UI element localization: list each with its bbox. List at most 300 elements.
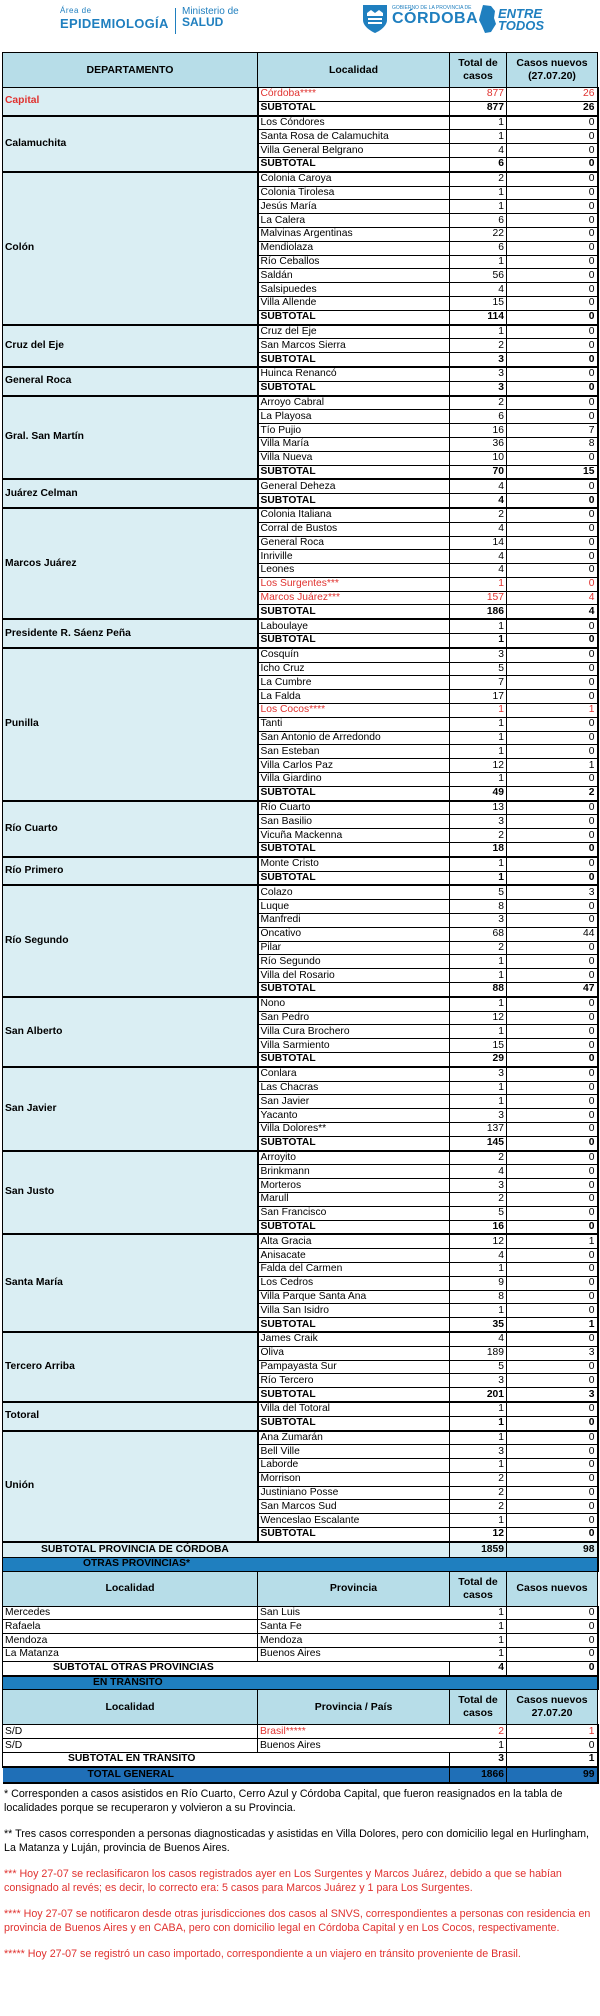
localidad-cell: Tanti <box>258 717 450 731</box>
new-cell: 0 <box>507 1360 598 1374</box>
total-cell: 5 <box>450 662 507 676</box>
total-cell: 8 <box>450 1290 507 1304</box>
new-cell: 0 <box>507 829 598 843</box>
total-cell: 16 <box>450 1220 507 1234</box>
departamento-cell: Calamuchita <box>3 116 258 172</box>
total-cell: 12 <box>450 1528 507 1542</box>
total-cell: 1 <box>450 1431 507 1445</box>
total-cell: 1 <box>450 745 507 759</box>
new-cell: 1 <box>507 1725 598 1739</box>
total-cell: 4 <box>450 479 507 493</box>
total-cell: 1 <box>450 997 507 1011</box>
new-cell: 8 <box>507 437 598 451</box>
total-cell: 3 <box>450 1445 507 1459</box>
departamento-cell: Santa María <box>3 1234 258 1332</box>
transito-body <box>3 1725 598 1753</box>
otras-subtotal-new: 0 <box>507 1661 598 1675</box>
total-cell: 7 <box>450 676 507 690</box>
new-cell: 0 <box>507 1095 598 1109</box>
transito-subtotal-label: SUBTOTAL EN TRÁNSITO <box>3 1753 450 1767</box>
localidad-cell: Villa Allende <box>258 296 450 310</box>
footnote: ** Tres casos corresponden a personas diagnosticadas y asistidas en Villa Dolores, pero con domicilio legal en Hurlingham, La Matanza y Luján, provincia de Buenos Aires. <box>4 1827 589 1854</box>
total-cell: 1 <box>450 1416 507 1430</box>
total-general-total: 1866 <box>450 1767 507 1783</box>
localidad-cell: Mercedes <box>3 1606 258 1620</box>
new-cell: 0 <box>507 676 598 690</box>
departamento-cell: Colón <box>3 172 258 325</box>
localidad-cell: Nono <box>258 997 450 1011</box>
new-cell: 0 <box>507 1739 598 1753</box>
total-cell: 1 <box>450 634 507 648</box>
total-cell: 5 <box>450 885 507 899</box>
new-cell: 0 <box>507 130 598 144</box>
total-cell: 2 <box>450 508 507 522</box>
new-cell: 0 <box>507 857 598 871</box>
epidemiologia-logo <box>60 6 239 31</box>
ministry-name: SALUD <box>182 15 224 29</box>
new-cell: 0 <box>507 1648 598 1662</box>
localidad-cell: San Javier <box>258 1095 450 1109</box>
localidad-cell: Oncativo <box>258 927 450 941</box>
new-cell: 47 <box>507 983 598 997</box>
total-cell: 2 <box>450 1500 507 1514</box>
total-cell: 3 <box>450 367 507 381</box>
otras-subtotal-label: SUBTOTAL OTRAS PROVINCIAS <box>3 1661 450 1675</box>
total-cell: 56 <box>450 269 507 283</box>
footnotes <box>4 1787 596 1961</box>
localidad-cell: Rafaela <box>3 1620 258 1634</box>
new-cell: 0 <box>507 969 598 983</box>
new-cell: 0 <box>507 451 598 465</box>
otras-header <box>3 1571 598 1606</box>
entre-todos-logo <box>498 8 544 32</box>
localidad-cell: SUBTOTAL <box>258 157 450 171</box>
total-cell: 22 <box>450 227 507 241</box>
table-row <box>3 396 598 410</box>
transito-title: EN TRÁNSITO <box>3 1676 598 1690</box>
new-cell: 0 <box>507 717 598 731</box>
new-cell: 0 <box>507 241 598 255</box>
localidad-cell: SUBTOTAL <box>258 1388 450 1402</box>
new-cell: 0 <box>507 479 598 493</box>
new-cell: 0 <box>507 200 598 214</box>
localidad-cell: Villa Cura Brochero <box>258 1025 450 1039</box>
total-cell: 13 <box>450 801 507 815</box>
new-cell: 0 <box>507 1249 598 1263</box>
total-cell: 4 <box>450 494 507 508</box>
total-cell: 1 <box>450 116 507 130</box>
localidad-cell: SUBTOTAL <box>258 1052 450 1066</box>
total-cell: 1 <box>450 1095 507 1109</box>
departamento-cell: General Roca <box>3 367 258 396</box>
otras-subtotal-row <box>3 1661 598 1675</box>
localidad-cell: Pampayasta Sur <box>258 1360 450 1374</box>
total-general-label: TOTAL GENERAL <box>3 1767 450 1783</box>
total-cell: 1 <box>450 704 507 718</box>
new-cell: 0 <box>507 731 598 745</box>
localidad-cell: Marull <box>258 1192 450 1206</box>
table-row <box>3 172 598 186</box>
total-cell: 1 <box>450 1606 507 1620</box>
total-cell: 3 <box>450 1067 507 1081</box>
total-cell: 1 <box>450 1514 507 1528</box>
table-row <box>3 1648 598 1662</box>
total-cell: 4 <box>450 522 507 536</box>
new-cell: 0 <box>507 564 598 578</box>
total-cell: 2 <box>450 1151 507 1165</box>
table-row <box>3 1431 598 1445</box>
total-cell: 1 <box>450 857 507 871</box>
localidad-cell: SUBTOTAL <box>258 1220 450 1234</box>
localidad-cell: SUBTOTAL <box>258 843 450 857</box>
new-cell: 3 <box>507 885 598 899</box>
total-cell: 1 <box>450 1634 507 1648</box>
provincia-cell: San Luis <box>258 1606 450 1620</box>
localidad-cell: La Falda <box>258 690 450 704</box>
new-cell: 0 <box>507 690 598 704</box>
localidad-cell: San Francisco <box>258 1206 450 1220</box>
total-cell: 3 <box>450 1109 507 1123</box>
new-cell: 0 <box>507 1431 598 1445</box>
otras-col-total: Total de casos <box>450 1571 507 1606</box>
departamento-cell: San Javier <box>3 1067 258 1151</box>
total-cell: 2 <box>450 396 507 410</box>
localidad-cell: SUBTOTAL <box>258 465 450 479</box>
new-cell: 7 <box>507 424 598 438</box>
provincia-cell: Buenos Aires <box>258 1739 450 1753</box>
total-general-new: 99 <box>507 1767 598 1783</box>
total-cell: 15 <box>450 296 507 310</box>
total-cell: 36 <box>450 437 507 451</box>
col-localidad: Localidad <box>258 53 450 88</box>
total-cell: 4 <box>450 144 507 158</box>
localidad-cell: Río Segundo <box>258 955 450 969</box>
localidad-cell: Cosquín <box>258 648 450 662</box>
new-cell: 0 <box>507 227 598 241</box>
total-cell: 29 <box>450 1052 507 1066</box>
total-cell: 1 <box>450 731 507 745</box>
localidad-cell: Villa Giardino <box>258 773 450 787</box>
localidad-cell: Justiniano Posse <box>258 1486 450 1500</box>
localidad-cell: Huinca Renancó <box>258 367 450 381</box>
localidad-cell: Río Tercero <box>258 1374 450 1388</box>
table-row <box>3 885 598 899</box>
shield-icon <box>362 4 388 34</box>
provincia-cell: Mendoza <box>258 1634 450 1648</box>
localidad-cell: SUBTOTAL <box>258 605 450 619</box>
new-cell: 0 <box>507 116 598 130</box>
total-cell: 189 <box>450 1346 507 1360</box>
departamento-cell: Cruz del Eje <box>3 325 258 367</box>
localidad-cell: Morteros <box>258 1179 450 1193</box>
table-row <box>3 619 598 633</box>
new-cell: 0 <box>507 1206 598 1220</box>
new-cell: 0 <box>507 214 598 228</box>
new-cell: 0 <box>507 900 598 914</box>
table-row <box>3 1620 598 1634</box>
localidad-cell: Leones <box>258 564 450 578</box>
new-cell: 0 <box>507 619 598 633</box>
localidad-cell: Villa Dolores** <box>258 1122 450 1136</box>
transito-col-total: Total de casos <box>450 1690 507 1725</box>
slogan-bottom: TODOS <box>498 18 544 33</box>
new-cell: 0 <box>507 914 598 928</box>
total-cell: 1 <box>450 955 507 969</box>
new-cell: 0 <box>507 144 598 158</box>
new-cell: 0 <box>507 410 598 424</box>
new-cell: 0 <box>507 1220 598 1234</box>
otras-col-nuevos: Casos nuevos <box>507 1571 598 1606</box>
total-cell: 114 <box>450 310 507 324</box>
localidad-cell: Villa del Totoral <box>258 1402 450 1416</box>
total-cell: 1 <box>450 186 507 200</box>
new-cell: 0 <box>507 1528 598 1542</box>
area-name: EPIDEMIOLOGÍA <box>60 16 169 31</box>
localidad-cell: SUBTOTAL <box>258 310 450 324</box>
area-top: Área de <box>60 6 92 15</box>
new-cell: 0 <box>507 773 598 787</box>
localidad-cell: Los Cedros <box>258 1276 450 1290</box>
total-cell: 12 <box>450 1011 507 1025</box>
localidad-cell: SUBTOTAL <box>258 634 450 648</box>
total-cell: 1 <box>450 969 507 983</box>
total-cell: 3 <box>450 1179 507 1193</box>
transito-header <box>3 1690 598 1725</box>
localidad-cell: Colonia Tirolesa <box>258 186 450 200</box>
col-total: Total de casos <box>450 53 507 88</box>
total-cell: 1 <box>450 773 507 787</box>
localidad-cell: San Esteban <box>258 745 450 759</box>
localidad-cell: Morrison <box>258 1472 450 1486</box>
gobierno-name: CÓRDOBA <box>392 10 479 27</box>
total-cell: 1 <box>450 1262 507 1276</box>
localidad-cell: Inriville <box>258 550 450 564</box>
localidad-cell: Villa San Isidro <box>258 1304 450 1318</box>
otras-section-title <box>3 1557 598 1571</box>
new-cell: 0 <box>507 269 598 283</box>
total-cell: 1 <box>450 1620 507 1634</box>
localidad-cell: San Basilio <box>258 815 450 829</box>
localidad-cell: Malvinas Argentinas <box>258 227 450 241</box>
province-map-icon <box>477 4 497 34</box>
transito-col-nuevos: Casos nuevos 27.07.20 <box>507 1690 598 1725</box>
new-cell: 44 <box>507 927 598 941</box>
total-cell: 157 <box>450 591 507 605</box>
new-cell: 26 <box>507 88 598 102</box>
total-cell: 1 <box>450 1304 507 1318</box>
table-row <box>3 1402 598 1416</box>
departamento-cell: Río Cuarto <box>3 801 258 857</box>
new-cell: 1 <box>507 704 598 718</box>
table-row <box>3 325 598 339</box>
total-cell: 3 <box>450 353 507 367</box>
new-cell: 0 <box>507 1011 598 1025</box>
transito-subtotal-total: 3 <box>450 1753 507 1767</box>
total-cell: 4 <box>450 1332 507 1346</box>
new-cell: 0 <box>507 1067 598 1081</box>
total-cell: 18 <box>450 843 507 857</box>
new-cell: 0 <box>507 843 598 857</box>
localidad-cell: San Pedro <box>258 1011 450 1025</box>
new-cell: 0 <box>507 871 598 885</box>
localidad-cell: Manfredi <box>258 914 450 928</box>
localidad-cell: Jesús María <box>258 200 450 214</box>
col-nuevos: Casos nuevos (27.07.20) <box>507 53 598 88</box>
total-cell: 16 <box>450 424 507 438</box>
new-cell: 0 <box>507 1081 598 1095</box>
localidad-cell: SUBTOTAL <box>258 1528 450 1542</box>
departamento-cell: San Justo <box>3 1151 258 1235</box>
new-cell: 0 <box>507 662 598 676</box>
total-cell: 4 <box>450 1165 507 1179</box>
new-cell: 0 <box>507 1165 598 1179</box>
localidad-cell: Laboulaye <box>258 619 450 633</box>
table-row <box>3 648 598 662</box>
total-cell: 70 <box>450 465 507 479</box>
total-cell: 2 <box>450 1725 507 1739</box>
table-row <box>3 1067 598 1081</box>
localidad-cell: SUBTOTAL <box>258 786 450 800</box>
total-cell: 15 <box>450 1039 507 1053</box>
total-cell: 68 <box>450 927 507 941</box>
departamento-cell: Gral. San Martín <box>3 396 258 480</box>
departamento-cell: Tercero Arriba <box>3 1332 258 1402</box>
new-cell: 0 <box>507 325 598 339</box>
total-cell: 2 <box>450 1486 507 1500</box>
transito-section-title <box>3 1676 598 1690</box>
localidad-cell: Tío Pujio <box>258 424 450 438</box>
new-cell: 0 <box>507 353 598 367</box>
total-cell: 1 <box>450 1459 507 1473</box>
table-row <box>3 479 598 493</box>
total-cell: 1 <box>450 1402 507 1416</box>
new-cell: 2 <box>507 786 598 800</box>
new-cell: 0 <box>507 296 598 310</box>
localidad-cell: SUBTOTAL <box>258 494 450 508</box>
localidad-cell: Brinkmann <box>258 1165 450 1179</box>
new-cell: 1 <box>507 1318 598 1332</box>
new-cell: 0 <box>507 1109 598 1123</box>
total-cell: 4 <box>450 550 507 564</box>
new-cell: 0 <box>507 494 598 508</box>
subtotal-provincia-label: SUBTOTAL PROVINCIA DE CÓRDOBA <box>3 1542 450 1558</box>
localidad-cell: Villa Carlos Paz <box>258 759 450 773</box>
localidad-cell: Corral de Bustos <box>258 522 450 536</box>
localidad-cell: Salsipuedes <box>258 283 450 297</box>
total-cell: 8 <box>450 900 507 914</box>
total-cell: 3 <box>450 381 507 395</box>
total-cell: 4 <box>450 1249 507 1263</box>
new-cell: 3 <box>507 1346 598 1360</box>
col-departamento: DEPARTAMENTO <box>3 53 258 88</box>
new-cell: 0 <box>507 172 598 186</box>
localidad-cell: Saldán <box>258 269 450 283</box>
table-row <box>3 1332 598 1346</box>
localidad-cell: Mendoza <box>3 1634 258 1648</box>
localidad-cell: Cruz del Eje <box>258 325 450 339</box>
total-cell: 3 <box>450 815 507 829</box>
total-cell: 12 <box>450 1234 507 1248</box>
table-row <box>3 1234 598 1248</box>
total-cell: 6 <box>450 410 507 424</box>
localidad-cell: Villa Nueva <box>258 451 450 465</box>
departamento-cell: Punilla <box>3 648 258 801</box>
localidad-cell: Río Cuarto <box>258 801 450 815</box>
subtotal-provincia-new: 98 <box>507 1542 598 1558</box>
new-cell: 0 <box>507 1276 598 1290</box>
localidad-cell: SUBTOTAL <box>258 1136 450 1150</box>
table-row <box>3 801 598 815</box>
total-cell: 4 <box>450 564 507 578</box>
localidad-cell: S/D <box>3 1739 258 1753</box>
footnote: *** Hoy 27-07 se reclasificaron los casos registrados ayer en Los Surgentes y Marcos Juárez, debido a que se habían consignado al revés; es decir, lo correcto era: 5 casos para Marcos Juárez y 1 para Los Surgentes. <box>4 1867 562 1894</box>
table-row <box>3 1606 598 1620</box>
new-cell: 0 <box>507 1416 598 1430</box>
gobierno-label <box>392 5 479 27</box>
total-cell: 1 <box>450 255 507 269</box>
new-cell: 0 <box>507 955 598 969</box>
total-cell: 1 <box>450 130 507 144</box>
localidad-cell: Los Cóndores <box>258 116 450 130</box>
new-cell: 0 <box>507 396 598 410</box>
ministry-label <box>182 6 252 29</box>
departamento-cell: Totoral <box>3 1402 258 1431</box>
localidad-cell: Yacanto <box>258 1109 450 1123</box>
new-cell: 0 <box>507 283 598 297</box>
localidad-cell: San Marcos Sierra <box>258 339 450 353</box>
new-cell: 0 <box>507 367 598 381</box>
table-row <box>3 116 598 130</box>
localidad-cell: Villa Parque Santa Ana <box>258 1290 450 1304</box>
localidad-cell: La Cumbre <box>258 676 450 690</box>
localidad-cell: Wenceslao Escalante <box>258 1514 450 1528</box>
total-cell: 12 <box>450 759 507 773</box>
total-cell: 6 <box>450 214 507 228</box>
new-cell: 0 <box>507 1472 598 1486</box>
total-cell: 145 <box>450 1136 507 1150</box>
otras-col-localidad: Localidad <box>3 1571 258 1606</box>
total-cell: 4 <box>450 283 507 297</box>
new-cell: 0 <box>507 1606 598 1620</box>
localidad-cell: Falda del Carmen <box>258 1262 450 1276</box>
departamento-cell: Presidente R. Sáenz Peña <box>3 619 258 648</box>
table-row <box>3 508 598 522</box>
otras-body <box>3 1606 598 1661</box>
new-cell: 0 <box>507 648 598 662</box>
total-cell: 877 <box>450 101 507 115</box>
new-cell: 0 <box>507 1332 598 1346</box>
new-cell: 0 <box>507 815 598 829</box>
total-cell: 137 <box>450 1122 507 1136</box>
new-cell: 1 <box>507 759 598 773</box>
new-cell: 0 <box>507 522 598 536</box>
total-cell: 35 <box>450 1318 507 1332</box>
table-row <box>3 1725 598 1739</box>
new-cell: 0 <box>507 1374 598 1388</box>
table-row <box>3 88 598 102</box>
table-header <box>3 53 598 88</box>
total-cell: 17 <box>450 690 507 704</box>
departments-body <box>3 88 598 1542</box>
localidad-cell: SUBTOTAL <box>258 1318 450 1332</box>
localidad-cell: James Craik <box>258 1332 450 1346</box>
localidad-cell: La Playosa <box>258 410 450 424</box>
localidad-cell: Santa Rosa de Calamuchita <box>258 130 450 144</box>
new-cell: 0 <box>507 1052 598 1066</box>
new-cell: 0 <box>507 157 598 171</box>
new-cell: 0 <box>507 634 598 648</box>
total-cell: 2 <box>450 829 507 843</box>
